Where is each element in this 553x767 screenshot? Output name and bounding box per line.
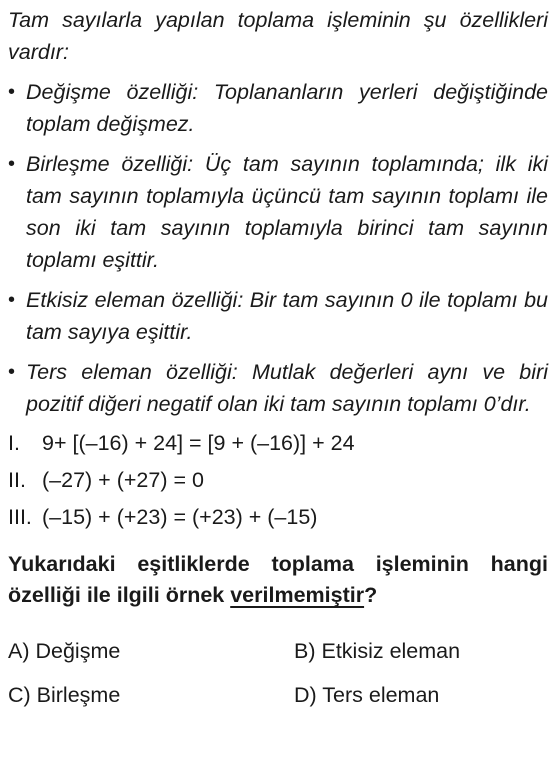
property-title: Birleşme özelliği: bbox=[26, 152, 194, 176]
property-description: Mutlak değerleri aynı ve biri pozitif diğeri negatif olan iki tam sayının toplamı 0’dır. bbox=[26, 360, 548, 416]
statement-1 bbox=[8, 428, 548, 459]
statement-list bbox=[8, 428, 548, 533]
intro-text: Tam sayılarla yapılan toplama işleminin şu özellikleri vardır: bbox=[8, 8, 548, 64]
property-title: Ters eleman özelliği: bbox=[26, 360, 238, 384]
statement-number: II. bbox=[8, 468, 26, 492]
question-mark: ? bbox=[364, 583, 378, 607]
option-d[interactable]: D) Ters eleman bbox=[294, 683, 440, 707]
property-title: Etkisiz eleman özelliği: bbox=[26, 288, 244, 312]
bullet-icon: • bbox=[8, 361, 16, 383]
question-emphasis: verilmemiştir bbox=[230, 583, 365, 607]
bullet-icon: • bbox=[8, 153, 16, 175]
bullet-icon: • bbox=[8, 289, 16, 311]
statement-expression: (–27) + (+27) = 0 bbox=[42, 468, 204, 492]
statement-3 bbox=[8, 502, 548, 533]
option-b[interactable]: B) Etkisiz eleman bbox=[294, 639, 461, 663]
statement-expression: 9+ [(–16) + 24] = [9 + (–16)] + 24 bbox=[42, 431, 355, 455]
bullet-icon: • bbox=[8, 81, 16, 103]
property-description: Üç tam sayının toplamında; ilk iki tam sayının toplamıyla üçüncü tam sayının toplamı ile son iki tam sayının toplamıyla birinci tam sayının toplamı eşittir. bbox=[26, 152, 549, 272]
property-list bbox=[8, 76, 548, 420]
statement-number: III. bbox=[8, 505, 32, 529]
statement-2 bbox=[8, 465, 548, 496]
property-item-etkisiz-eleman bbox=[8, 284, 548, 348]
question-main: Yukarıdaki eşitliklerde toplama işleminin hangi özelliği ile ilgili örnek bbox=[8, 552, 548, 607]
statement-expression: (–15) + (+23) = (+23) + (–15) bbox=[42, 505, 318, 529]
property-description: Bir tam sayının 0 ile toplamı bu tam sayıya eşittir. bbox=[26, 288, 548, 344]
property-title: Değişme özelliği: bbox=[26, 80, 199, 104]
answer-options bbox=[8, 637, 548, 709]
property-description: Toplananların yerleri değiştiğinde toplam değişmez. bbox=[26, 80, 548, 136]
property-item-birlesme bbox=[8, 148, 548, 276]
question-page bbox=[8, 4, 548, 709]
statement-number: I. bbox=[8, 431, 20, 455]
option-a[interactable]: A) Değişme bbox=[8, 639, 121, 663]
property-item-degisme bbox=[8, 76, 548, 140]
question-text bbox=[8, 549, 548, 611]
option-c[interactable]: C) Birleşme bbox=[8, 683, 121, 707]
property-item-ters-eleman bbox=[8, 356, 548, 420]
